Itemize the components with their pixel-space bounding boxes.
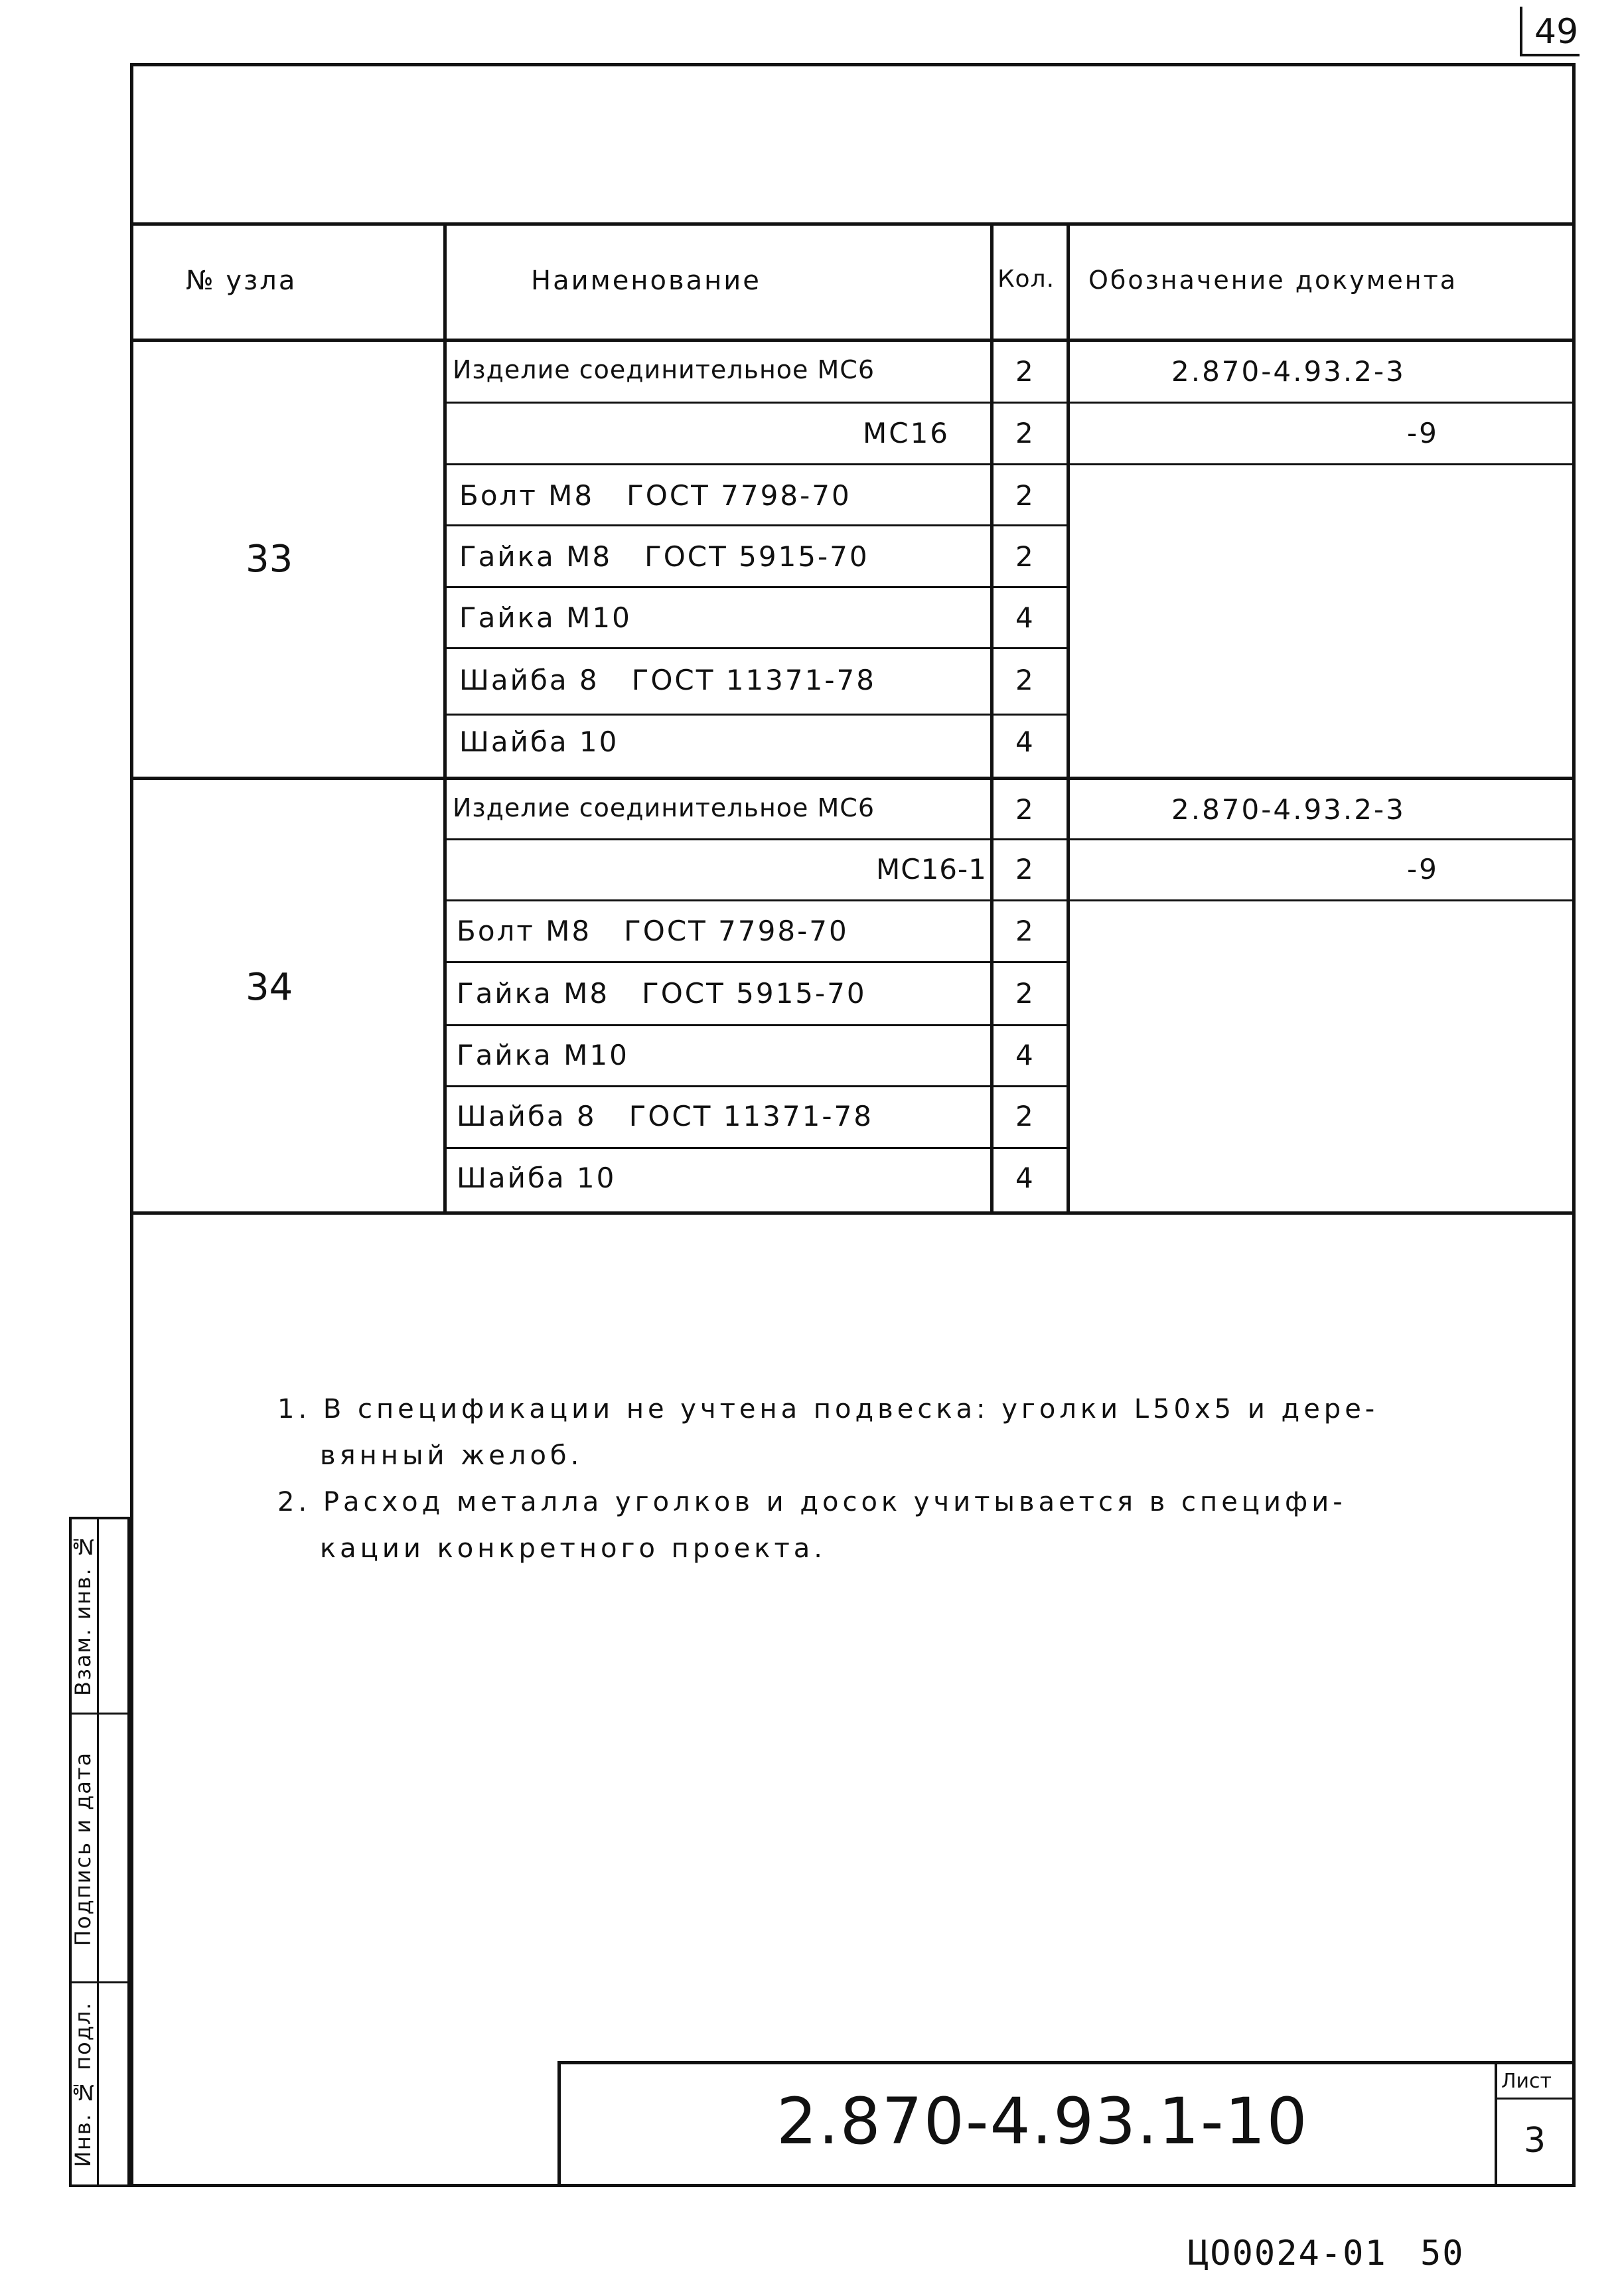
item-qty: 2 bbox=[1015, 915, 1035, 947]
item-name: Болт М8 ГОСТ 7798-70 bbox=[459, 479, 851, 512]
row-line bbox=[443, 586, 1070, 588]
row-line bbox=[443, 1147, 1070, 1149]
side-stamp-divider bbox=[97, 1517, 99, 2187]
header-node: № узла bbox=[186, 266, 297, 296]
item-name: Изделие соединительное МС6 bbox=[453, 355, 875, 384]
item-qty: 4 bbox=[1015, 726, 1035, 758]
row-line bbox=[443, 899, 1070, 901]
row-line bbox=[1067, 463, 1576, 465]
col-divider-qty bbox=[1067, 222, 1070, 1215]
item-name: Шайба 8 ГОСТ 11371-78 bbox=[457, 1100, 873, 1132]
header-top-line bbox=[130, 222, 1576, 226]
item-qty: 4 bbox=[1015, 1039, 1035, 1071]
title-block-divider bbox=[1495, 2061, 1497, 2187]
item-doc: -9 bbox=[1407, 417, 1439, 449]
archive-code: ЦО0024-01 bbox=[1188, 2234, 1387, 2273]
header-qty: Кол. bbox=[997, 266, 1055, 293]
item-name: Шайба 10 bbox=[457, 1162, 617, 1194]
col-divider-node bbox=[443, 222, 447, 1215]
row-line bbox=[443, 647, 1070, 649]
item-qty: 4 bbox=[1015, 1162, 1035, 1194]
note-2-cont: кации конкретного проекта. bbox=[320, 1533, 826, 1564]
item-qty: 2 bbox=[1015, 540, 1035, 573]
item-name: Гайка М8 ГОСТ 5915-70 bbox=[459, 540, 869, 573]
item-qty: 2 bbox=[1015, 853, 1035, 885]
item-name: Болт М8 ГОСТ 7798-70 bbox=[457, 915, 849, 947]
item-qty: 2 bbox=[1015, 1100, 1035, 1132]
header-doc: Обозначение документа bbox=[1088, 266, 1458, 295]
group-divider-line bbox=[130, 777, 1576, 780]
note-1-cont: вянный желоб. bbox=[320, 1440, 583, 1471]
item-doc: -9 bbox=[1407, 853, 1439, 885]
vzam-inv-label: Взам. инв. № bbox=[70, 1533, 96, 1697]
row-line bbox=[1067, 402, 1576, 404]
row-line bbox=[443, 838, 1070, 840]
sheet-label: Лист bbox=[1501, 2070, 1552, 2093]
row-line bbox=[443, 961, 1070, 963]
item-qty: 2 bbox=[1015, 793, 1035, 826]
item-name: Гайка М10 bbox=[457, 1039, 629, 1071]
item-name: МС16 bbox=[863, 417, 950, 449]
document-code: 2.870-4.93.1-10 bbox=[776, 2084, 1309, 2159]
item-qty: 2 bbox=[1015, 417, 1035, 449]
item-qty: 2 bbox=[1015, 479, 1035, 512]
item-name: Изделие соединительное МС6 bbox=[453, 793, 875, 822]
side-stamp-line bbox=[69, 1713, 130, 1715]
col-divider-name bbox=[990, 222, 994, 1215]
node-number: 33 bbox=[246, 538, 293, 581]
header-bottom-line bbox=[130, 339, 1576, 342]
podpis-data-label: Подпись и дата bbox=[70, 1751, 96, 1946]
node-number: 34 bbox=[246, 966, 293, 1009]
row-line bbox=[443, 1085, 1070, 1087]
item-name: Шайба 8 ГОСТ 11371-78 bbox=[459, 664, 876, 696]
row-line bbox=[443, 1024, 1070, 1026]
item-qty: 4 bbox=[1015, 601, 1035, 634]
item-qty: 2 bbox=[1015, 664, 1035, 696]
item-name: МС16-1 bbox=[876, 853, 987, 885]
note-2: 2. Расход металла уголков и досок учитывается в специфи- bbox=[277, 1487, 1347, 1517]
row-line bbox=[443, 524, 1070, 526]
page-number: 49 bbox=[1520, 7, 1580, 56]
sheet-number: 3 bbox=[1524, 2121, 1546, 2161]
item-name: Шайба 10 bbox=[459, 726, 619, 758]
row-line bbox=[443, 463, 1070, 465]
item-doc: 2.870-4.93.2-3 bbox=[1171, 355, 1406, 388]
item-name: Гайка М8 ГОСТ 5915-70 bbox=[457, 977, 867, 1010]
table-bottom-line bbox=[130, 1211, 1576, 1215]
row-line bbox=[1067, 899, 1576, 901]
item-doc: 2.870-4.93.2-3 bbox=[1171, 793, 1406, 826]
row-line bbox=[443, 714, 1070, 716]
note-1: 1. В спецификации не учтена подвеска: уголки L50x5 и дере- bbox=[277, 1394, 1379, 1424]
item-qty: 2 bbox=[1015, 977, 1035, 1010]
inv-podl-label: Инв. № подл. bbox=[70, 2001, 96, 2167]
item-name: Гайка М10 bbox=[459, 601, 632, 634]
row-line bbox=[1067, 838, 1576, 840]
sheet-label-line bbox=[1495, 2098, 1576, 2100]
item-qty: 2 bbox=[1015, 355, 1035, 388]
row-line bbox=[443, 402, 1070, 404]
header-name: Наименование bbox=[531, 266, 761, 296]
archive-page: 50 bbox=[1420, 2234, 1465, 2273]
side-stamp-line bbox=[69, 1981, 130, 1983]
